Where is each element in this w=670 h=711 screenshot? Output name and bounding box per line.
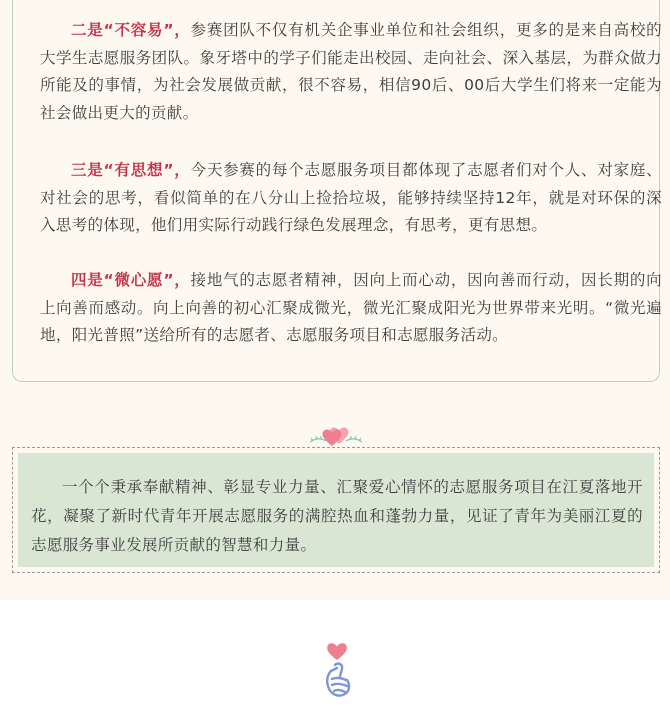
paragraph-point-three — [40, 157, 662, 240]
summary-text: 一个个秉承奉献精神、彰显专业力量、汇聚爱心情怀的志愿服务项目在江夏落地开花，凝聚了新时代青年开展志愿服务的满腔热血和蓬勃力量，见证了青年为美丽江夏的志愿服务事业发展所贡献的智慧和力量。 — [31, 478, 643, 554]
summary-box — [18, 453, 654, 567]
twin-hearts-with-leaves-icon — [308, 422, 364, 448]
paragraph-body: 参赛团队不仅有机关企事业单位和社会组织，更多的是来自高校的大学生志愿服务团队。象牙塔中的学子们能走出校园、走向社会、深入基层，为群众做力所能及的事情，为社会发展做贡献，很不容易，相信90后、00后大学生们将来一定能为社会做出更大的贡献。 — [40, 21, 662, 122]
article-card — [12, 0, 660, 382]
paragraph-body: 接地气的志愿者精神，因向上而心动，因向善而行动，因长期的向上向善而感动。向上向善的初心汇聚成微光，微光汇聚成阳光为世界带来光明。“微光遍地，阳光普照”送给所有的志愿者、志愿服务项目和志愿服务活动。 — [40, 271, 662, 344]
paragraph-body: 今天参赛的每个志愿服务项目都体现了志愿者们对个人、对家庭、对社会的思考，看似简单的在八分山上捡拾垃圾，能够持续坚持12年，就是对环保的深入思考的体现，他们用实际行动践行绿色发展理念，有思考，更有思想。 — [40, 161, 662, 234]
paragraph-lead: 二是“不容易”， — [71, 21, 191, 39]
paragraph-point-four — [40, 267, 662, 350]
paragraph-point-two — [40, 17, 662, 127]
paragraph-lead: 三是“有思想”， — [71, 161, 191, 179]
finger-heart-hand-icon — [318, 638, 356, 702]
paragraph-lead: 四是“微心愿”， — [71, 271, 191, 289]
summary-frame — [12, 447, 660, 573]
